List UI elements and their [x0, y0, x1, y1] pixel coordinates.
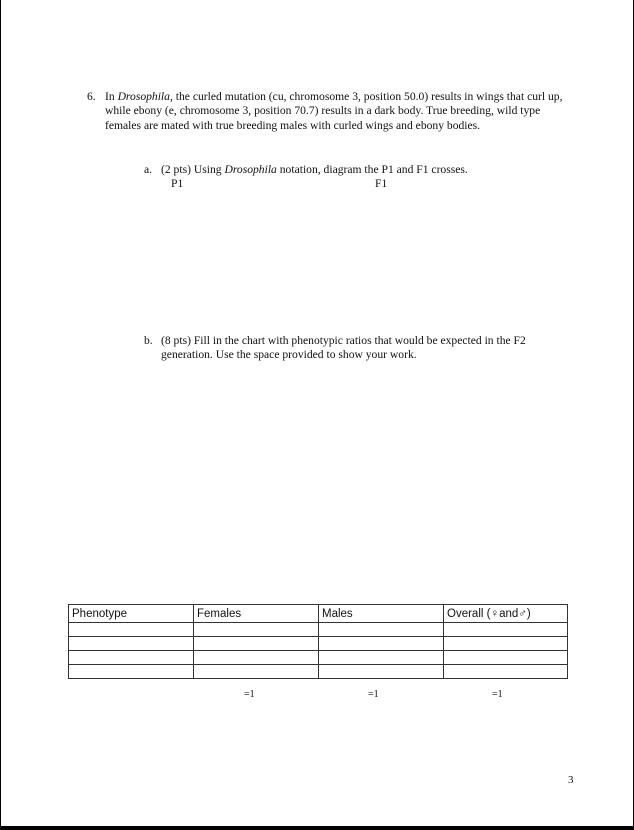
table-cell[interactable]	[69, 623, 194, 637]
table-cell[interactable]	[194, 651, 319, 665]
question-italic-species: Drosophila	[117, 90, 170, 103]
table-cell[interactable]	[319, 665, 444, 679]
table-cell[interactable]	[444, 623, 568, 637]
question-intro-rest: , the curled mutation (cu, chromosome 3, position 50.0) results in wings that curl up, while ebony (e, chromosome 3, position 70.7) results in a dark body. True breeding, wild type females are mated with true breeding males with curled wings and ebony bodies.	[105, 90, 563, 132]
table-row	[69, 623, 568, 637]
header-phenotype: Phenotype	[69, 605, 194, 623]
f1-label: F1	[375, 177, 388, 190]
part-b-letter: b.	[144, 334, 153, 347]
header-overall: Overall (♀and♂)	[444, 605, 568, 623]
part-a-text-start: (2 pts) Using	[161, 163, 225, 176]
table-header-row	[69, 605, 568, 623]
question-text	[105, 90, 565, 133]
question-intro-start: In	[105, 90, 118, 103]
overall-sum: =1	[492, 689, 503, 700]
part-a-letter: a.	[144, 163, 153, 176]
page-number: 3	[568, 774, 574, 786]
part-a-text-rest: notation, diagram the P1 and F1 crosses.	[276, 163, 468, 176]
table-cell[interactable]	[69, 637, 194, 651]
males-sum: =1	[368, 689, 379, 700]
header-females: Females	[194, 605, 319, 623]
females-sum: =1	[244, 689, 255, 700]
table-cell[interactable]	[444, 665, 568, 679]
question-number: 6.	[87, 90, 96, 103]
table-cell[interactable]	[194, 665, 319, 679]
table-cell[interactable]	[319, 637, 444, 651]
part-a-italic-species: Drosophila	[224, 163, 277, 176]
table-row	[69, 665, 568, 679]
table-cell[interactable]	[69, 665, 194, 679]
phenotype-table	[68, 604, 568, 679]
table-cell[interactable]	[194, 637, 319, 651]
part-a-text	[161, 163, 561, 177]
table-cell[interactable]	[319, 651, 444, 665]
table-cell[interactable]	[444, 637, 568, 651]
table-cell[interactable]	[319, 623, 444, 637]
header-males: Males	[319, 605, 444, 623]
table-cell[interactable]	[194, 623, 319, 637]
table-row	[69, 637, 568, 651]
table-row	[69, 651, 568, 665]
part-b-text: (8 pts) Fill in the chart with phenotypic ratios that would be expected in the F2 generation. Use the space provided to show your work.	[161, 334, 526, 362]
worksheet-page	[1, 0, 633, 826]
table-cell[interactable]	[444, 651, 568, 665]
p1-label: P1	[171, 177, 184, 190]
table-cell[interactable]	[69, 651, 194, 665]
